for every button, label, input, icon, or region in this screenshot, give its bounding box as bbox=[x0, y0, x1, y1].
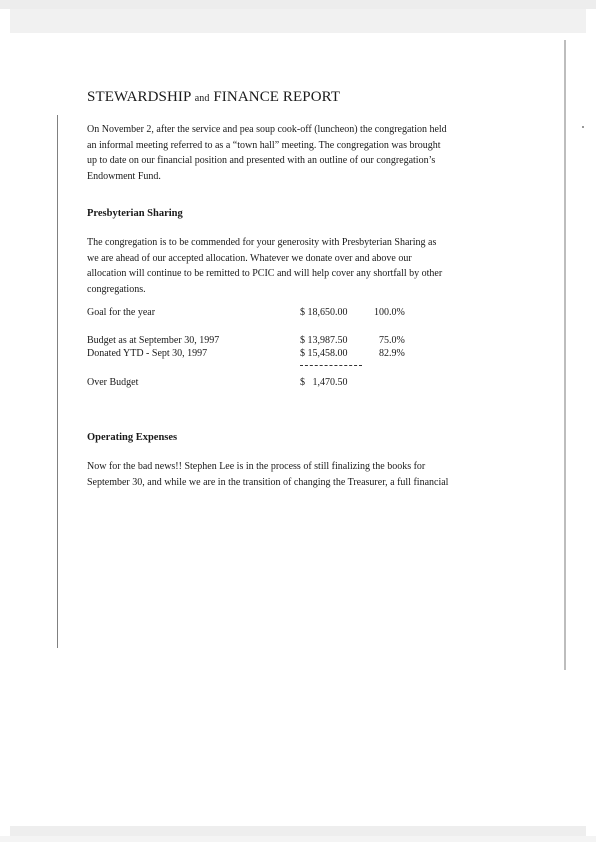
scan-border-top bbox=[0, 0, 596, 9]
budget-amount: $ 13,987.50 bbox=[300, 335, 348, 346]
title-part-finance-report: FINANCE REPORT bbox=[213, 89, 341, 105]
report-title bbox=[87, 89, 340, 106]
paragraph-line: allocation will continue to be remitted to PCIC and will help cover any shortfall by other bbox=[87, 268, 443, 279]
intro-line: up to date on our financial position and presented with an outline of our congregation’s bbox=[87, 155, 436, 166]
scan-border-top-inner bbox=[10, 9, 586, 33]
section-heading-presbyterian-sharing: Presbyterian Sharing bbox=[87, 208, 183, 219]
paragraph-line: September 30, and while we are in the transition of changing the Treasurer, a full financial bbox=[87, 476, 449, 488]
subtotal-rule bbox=[300, 365, 362, 366]
scan-speck bbox=[582, 126, 584, 128]
presbyterian-sharing-paragraph bbox=[87, 235, 505, 297]
intro-line: an informal meeting referred to as a “town hall” meeting. The congregation was brought bbox=[87, 139, 441, 151]
intro-line: On November 2, after the service and pea soup cook-off (luncheon) the congregation held bbox=[87, 124, 447, 135]
title-part-stewardship: STEWARDSHIP bbox=[87, 89, 191, 105]
scan-border-bottom-outer bbox=[0, 836, 596, 842]
scan-border-bottom bbox=[10, 826, 586, 836]
goal-amount: $ 18,650.00 bbox=[300, 307, 348, 318]
scan-binding-line-left bbox=[57, 115, 58, 648]
donated-percent: 82.9% bbox=[379, 348, 405, 359]
donated-amount: $ 15,458.00 bbox=[300, 348, 348, 359]
intro-paragraph bbox=[87, 122, 505, 184]
budget-percent: 75.0% bbox=[379, 335, 405, 346]
paragraph-line: Now for the bad news!! Stephen Lee is in the process of still finalizing the books for bbox=[87, 461, 426, 472]
goal-percent: 100.0% bbox=[374, 307, 405, 318]
budget-label: Budget as at September 30, 1997 bbox=[87, 335, 220, 346]
intro-line: Endowment Fund. bbox=[87, 170, 161, 182]
scan-binding-line-right bbox=[564, 40, 566, 670]
section-heading-operating-expenses: Operating Expenses bbox=[87, 432, 178, 443]
paragraph-line: The congregation is to be commended for your generosity with Presbyterian Sharing as bbox=[87, 237, 437, 248]
operating-expenses-paragraph bbox=[87, 459, 505, 490]
title-part-and: and bbox=[194, 93, 210, 104]
goal-label: Goal for the year bbox=[87, 307, 156, 318]
over-budget-label: Over Budget bbox=[87, 377, 139, 388]
over-budget-amount: $ 1,470.50 bbox=[300, 377, 348, 388]
paragraph-line: we are ahead of our accepted allocation. Whatever we donate over and above our bbox=[87, 252, 412, 264]
paragraph-line: congregations. bbox=[87, 283, 146, 295]
donated-label: Donated YTD - Sept 30, 1997 bbox=[87, 348, 208, 359]
